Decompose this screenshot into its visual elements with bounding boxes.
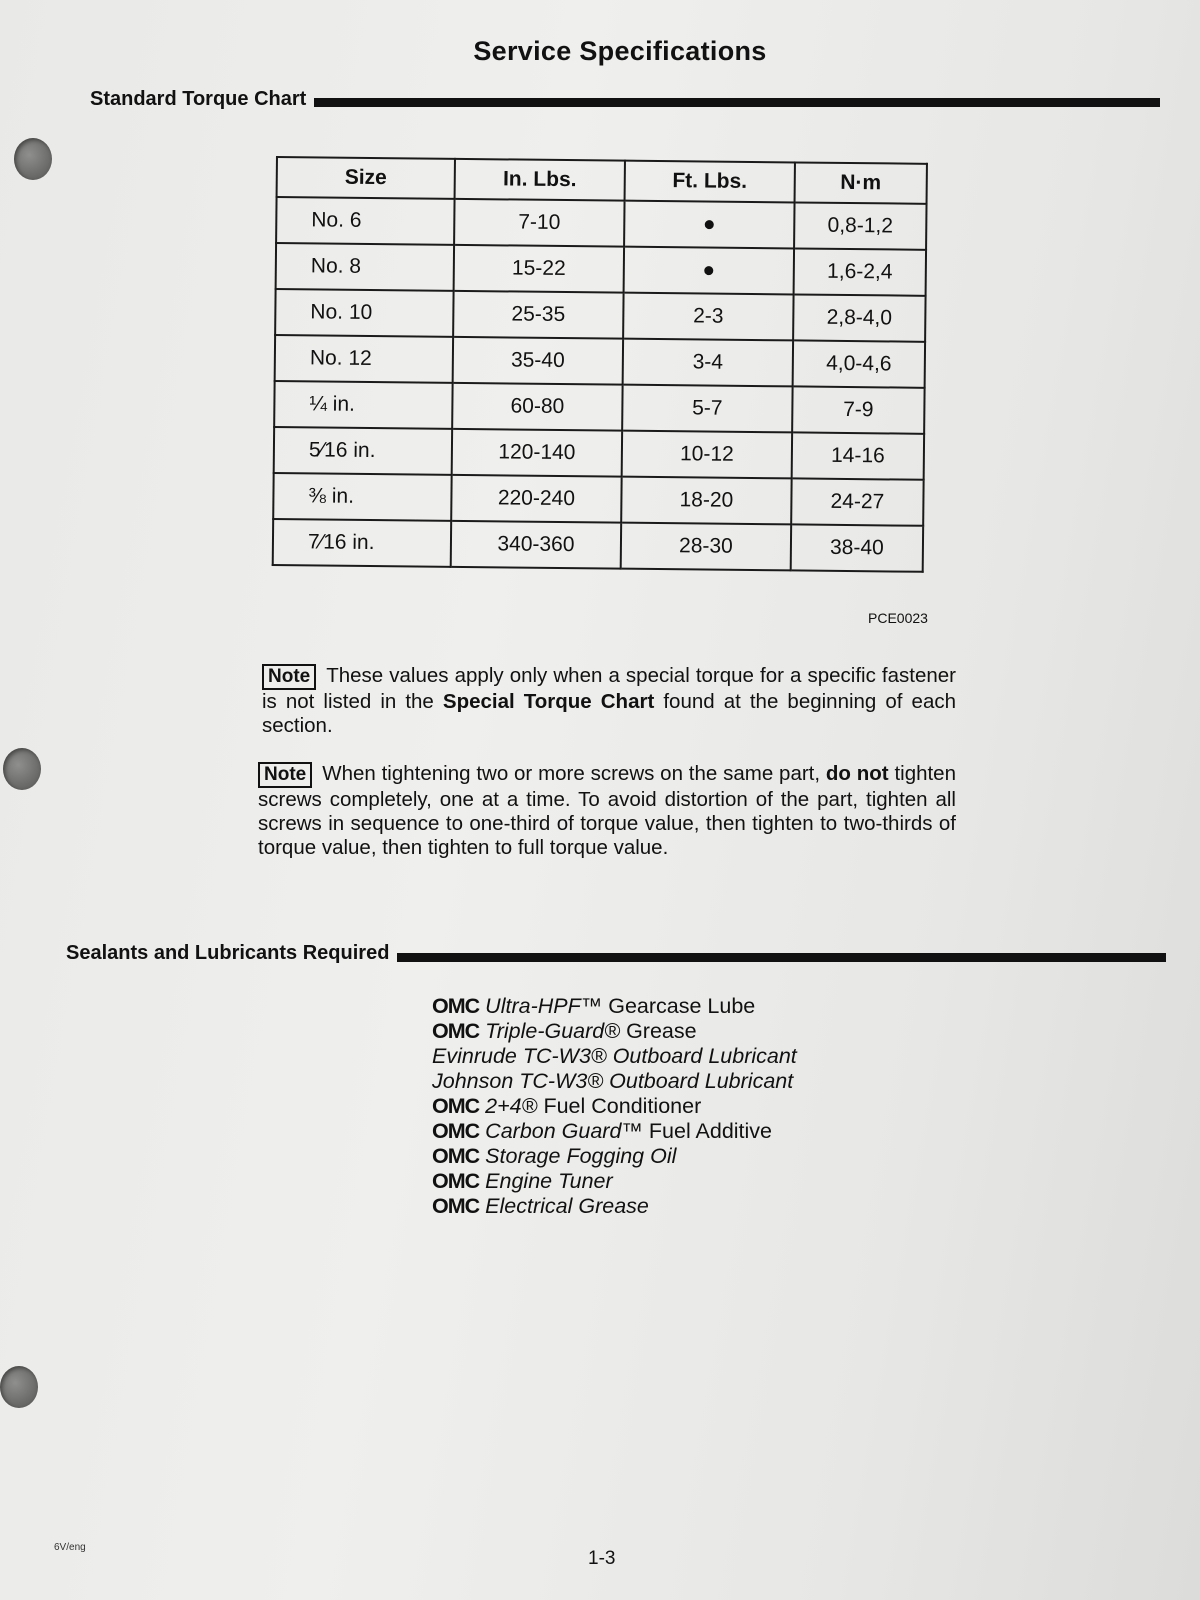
product-name: Triple-Guard® [485,1019,621,1043]
table-cell: 2,8-4,0 [793,294,925,341]
table-cell: 5⁄16 in. [274,427,452,475]
lubricants-heading [66,942,1166,965]
binder-hole [3,748,41,790]
table-cell: No. 10 [275,289,453,337]
list-item [432,1119,797,1144]
product-name: Storage Fogging Oil [485,1144,677,1168]
product-type: Fuel Conditioner [543,1094,702,1118]
product-type: Fuel Additive [648,1119,773,1143]
section-rule [397,953,1166,962]
table-cell: ● [624,247,794,295]
table-cell: No. 6 [276,197,454,245]
product-name: Electrical Grease [485,1194,649,1218]
table-row [275,335,925,388]
product-name: Ultra-HPF™ [485,994,603,1018]
product-type: Gearcase Lube [608,994,756,1018]
column-header: In. Lbs. [455,159,625,201]
table-cell: 35-40 [453,337,623,385]
lubricant-list [432,994,797,1219]
brand-logo: OMC [432,1019,480,1043]
table-cell: 340-360 [451,521,621,569]
brand-logo: OMC [432,1094,480,1118]
table-row [274,381,924,434]
page-number: 1-3 [588,1548,616,1569]
table-cell: 18-20 [621,477,791,525]
page-title: Service Specifications [473,36,767,66]
list-item [432,1019,797,1044]
table-row [276,243,926,296]
table-cell: 0,8-1,2 [794,202,926,249]
brand-logo: OMC [432,1144,480,1168]
note-emphasis: do not [825,762,889,785]
table-cell: No. 8 [276,243,454,291]
table-cell: 2-3 [623,293,793,341]
table-cell: 60-80 [452,383,622,431]
table-row [273,473,923,526]
table-cell: 120-140 [452,429,622,477]
table-cell: 28-30 [621,523,791,571]
list-item [432,1169,797,1194]
product-name: Engine Tuner [485,1169,613,1193]
note-text: When tightening two or more screws on the same part, [322,762,826,785]
table-row [273,519,923,572]
table-cell: 15-22 [454,245,624,293]
product-name: Evinrude TC-W3® Outboard Lubricant [432,1044,797,1068]
table-cell: 24-27 [791,478,923,525]
table-row [276,197,926,250]
standard-torque-table [272,156,928,573]
torque-chart-heading [90,88,1160,111]
note-emphasis: Special Torque Chart [442,690,655,713]
product-type: Grease [626,1019,697,1043]
column-header: N·m [795,162,927,203]
table-cell: 220-240 [451,475,621,523]
note-text: These values apply only when a special torque for a specific fastener is not listed in the [262,664,956,713]
list-item [432,1194,797,1219]
table-cell: 14-16 [792,432,924,479]
note-label: Note [258,762,312,788]
table-cell: ¼ in. [274,381,452,429]
brand-logo: OMC [432,994,480,1018]
column-header: Ft. Lbs. [625,161,795,203]
table-cell: 1,6-2,4 [794,248,926,295]
table-cell: ⅜ in. [273,473,451,521]
table-cell: 4,0-4,6 [793,340,925,387]
note-text: tighten screws completely, one at a time. To avoid distortion of the part, tighten all screws in sequence to one-third of torque value, then tighten to two-thirds of torque value, then tighten to full torque value. [258,762,956,859]
section-label: Standard Torque Chart [90,88,307,110]
binder-hole [14,138,52,180]
note-text: found at the beginning of each section. [262,690,956,737]
table-row [274,427,924,480]
table-cell: 7-10 [454,199,624,247]
table-cell: 3-4 [623,339,793,387]
product-name: Johnson TC-W3® Outboard Lubricant [432,1069,794,1093]
table-cell: 25-35 [453,291,623,339]
brand-logo: OMC [432,1169,480,1193]
list-item [432,1094,797,1119]
table-row [275,289,925,342]
table-cell: 7-9 [792,386,924,433]
table-cell: ● [624,201,794,249]
list-item [432,1069,797,1094]
brand-logo: OMC [432,1119,480,1143]
footer-code: 6V/eng [54,1542,86,1553]
table-cell: 5-7 [622,385,792,433]
list-item [432,994,797,1019]
column-header: Size [277,157,455,199]
table-header-row [277,157,927,204]
product-name: Carbon Guard™ [485,1119,643,1143]
list-item [432,1144,797,1169]
binder-hole [0,1366,38,1408]
list-item [432,1044,797,1069]
table-cell: 10-12 [622,431,792,479]
product-name: 2+4® [485,1094,538,1118]
note-label: Note [262,664,316,690]
note-2 [258,762,956,860]
table-cell: 7⁄16 in. [273,519,451,567]
note-1 [262,664,956,738]
table-cell: 38-40 [791,524,923,571]
section-label: Sealants and Lubricants Required [66,942,390,964]
section-rule [314,98,1160,107]
brand-logo: OMC [432,1194,480,1218]
figure-code: PCE0023 [868,610,928,626]
table-cell: No. 12 [275,335,453,383]
